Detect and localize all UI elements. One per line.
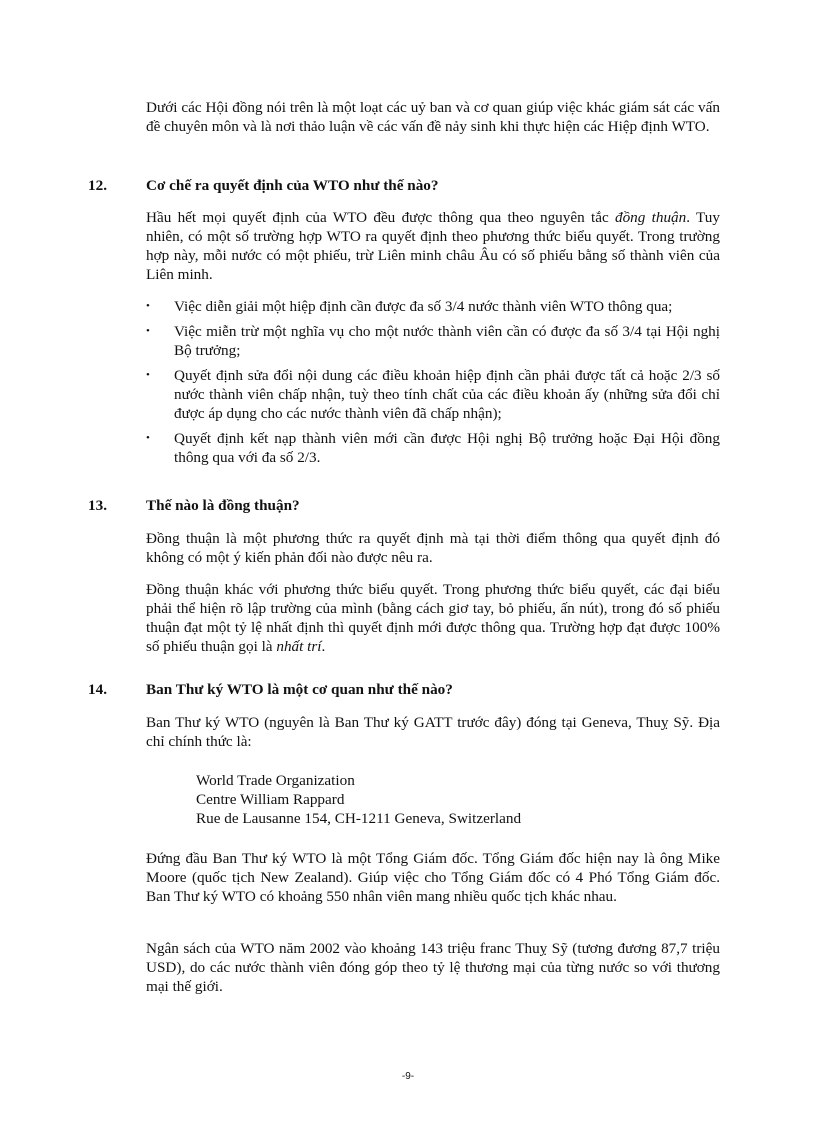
section-13-paragraph-2 xyxy=(146,580,720,656)
section-14-paragraph-1: Ban Thư ký WTO (nguyên là Ban Thư ký GATT trước đây) đóng tại Geneva, Thuỵ Sỹ. Địa chỉ chính thức là: xyxy=(146,714,720,750)
section-12-paragraph xyxy=(146,208,720,284)
bullet-icon: • xyxy=(146,369,150,381)
section-12-text-a: Hầu hết mọi quyết định của WTO đều được thông qua theo nguyên tắc xyxy=(146,209,615,226)
section-12-title: Cơ chế ra quyết định của WTO như thế nào? xyxy=(146,177,439,194)
voting-rules-list xyxy=(146,297,720,473)
section-14-title: Ban Thư ký WTO là một cơ quan như thế nào? xyxy=(146,681,453,698)
section-12-emphasis: đồng thuận xyxy=(614,209,687,226)
section-12-number: 12. xyxy=(88,177,107,194)
section-13-emphasis: nhất trí xyxy=(276,638,322,655)
bullet-icon: • xyxy=(146,432,150,444)
page-number: -9- xyxy=(401,1071,415,1082)
list-item-text: Việc diễn giải một hiệp định cần được đa số 3/4 nước thành viên WTO thông qua; xyxy=(174,298,673,315)
section-14-number: 14. xyxy=(88,681,107,698)
wto-address-block xyxy=(196,771,521,828)
bullet-icon: • xyxy=(146,325,150,337)
section-12-text-b: . Tuy nhiên, có một số trường hợp WTO ra quyết định theo phương thức biểu quyết. Trong trường hợp này, mỗi nước có một phiếu, trừ Liên minh châu Âu có số phiếu bằng số thành viên của Liên minh. xyxy=(146,209,720,283)
section-13-number: 13. xyxy=(88,497,107,514)
section-13-paragraph-1: Đồng thuận là một phương thức ra quyết định mà tại thời điểm thông qua quyết định đó không có một ý kiến phản đối nào được nêu ra. xyxy=(146,530,720,566)
address-line: Rue de Lausanne 154, CH-1211 Geneva, Switzerland xyxy=(196,810,522,827)
list-item xyxy=(146,366,720,423)
section-14-heading xyxy=(88,680,453,699)
section-14-paragraph-2: Đứng đầu Ban Thư ký WTO là một Tổng Giám đốc. Tổng Giám đốc hiện nay là ông Mike Moore (quốc tịch New Zealand). Giúp việc cho Tổng Giám đốc có 4 Phó Tổng Giám đốc. Ban Thư ký WTO có khoảng 550 nhân viên mang nhiều quốc tịch khác nhau. xyxy=(146,850,720,905)
address-line: World Trade Organization xyxy=(196,772,355,789)
section-14-paragraph-3: Ngân sách của WTO năm 2002 vào khoảng 143 triệu franc Thuỵ Sỹ (tương đương 87,7 triệu USD), do các nước thành viên đóng góp theo tỷ lệ thương mại của từng nước so với thương mại thế giới. xyxy=(146,940,720,995)
address-line: Centre William Rappard xyxy=(196,791,345,808)
list-item-text: Quyết định kết nạp thành viên mới cần được Hội nghị Bộ trưởng hoặc Đại Hội đồng thông qua với đa số 2/3. xyxy=(174,430,720,466)
list-item-text: Quyết định sửa đổi nội dung các điều khoản hiệp định cần phải được tất cả hoặc 2/3 số nước thành viên chấp nhận, tuỳ theo tính chất của các điều khoản ấy (những sửa đổi chỉ được áp dụng cho các nước thành viên đã chấp nhận); xyxy=(174,367,720,422)
intro-paragraph: Dưới các Hội đồng nói trên là một loạt các uỷ ban và cơ quan giúp việc khác giám sát các vấn đề chuyên môn và là nơi thảo luận về các vấn đề nảy sinh khi thực hiện các Hiệp định WTO. xyxy=(146,99,720,135)
section-13-title: Thế nào là đồng thuận? xyxy=(146,497,300,514)
list-item xyxy=(146,322,720,360)
section-13-text-b: . xyxy=(321,638,326,655)
section-12-heading xyxy=(88,176,439,195)
list-item xyxy=(146,429,720,467)
section-13-heading xyxy=(88,496,300,515)
section-13-text-a: Đồng thuận khác với phương thức biểu quyết. Trong phương thức biểu quyết, các đại biểu phải thể hiện rõ lập trường của mình (bằng cách giơ tay, bỏ phiếu, ấn nút), trong đó số phiếu thuận đạt một tỷ lệ nhất định thì quyết định mới được thông qua. Trường hợp đạt được 100% số phiếu thuận gọi là xyxy=(146,581,720,655)
list-item xyxy=(146,297,720,316)
list-item-text: Việc miễn trừ một nghĩa vụ cho một nước thành viên cần có được đa số 3/4 tại Hội nghị Bộ trưởng; xyxy=(174,323,720,359)
bullet-icon: • xyxy=(146,300,150,312)
